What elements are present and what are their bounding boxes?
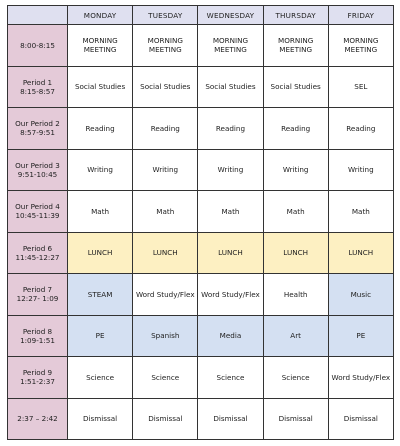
schedule-cell: Reading [328, 108, 393, 150]
schedule-cell: Social Studies [133, 66, 198, 108]
row-label: Our Period 4 10:45-11:39 [8, 191, 68, 233]
schedule-row-period-1 [8, 66, 394, 108]
schedule-cell: Dismissal [263, 398, 328, 440]
schedule-row-period-2 [8, 108, 394, 150]
specials-cell: Spanish [133, 315, 198, 357]
schedule-cell: MORNING MEETING [263, 25, 328, 67]
corner-cell [8, 6, 68, 25]
schedule-cell: Health [263, 274, 328, 316]
row-label: 2:37 – 2:42 [8, 398, 68, 440]
schedule-cell: MORNING MEETING [198, 25, 263, 67]
schedule-cell: Writing [198, 149, 263, 191]
schedule-cell: Math [68, 191, 133, 233]
schedule-cell: Social Studies [68, 66, 133, 108]
specials-cell: Media [198, 315, 263, 357]
schedule-cell: Dismissal [133, 398, 198, 440]
row-label: Our Period 2 8:57-9:51 [8, 108, 68, 150]
row-label: Period 8 1:09-1:51 [8, 315, 68, 357]
schedule-cell: Math [198, 191, 263, 233]
schedule-cell: SEL [328, 66, 393, 108]
schedule-cell: Dismissal [328, 398, 393, 440]
schedule-cell: Social Studies [263, 66, 328, 108]
day-header-thursday: THURSDAY [263, 6, 328, 25]
schedule-cell: Social Studies [198, 66, 263, 108]
schedule-cell: Word Study/Flex [198, 274, 263, 316]
specials-cell: Music [328, 274, 393, 316]
schedule-cell: MORNING MEETING [133, 25, 198, 67]
weekly-schedule-table [7, 5, 394, 440]
schedule-cell: Writing [263, 149, 328, 191]
row-label: Period 9 1:51-2:37 [8, 357, 68, 399]
schedule-cell: Science [198, 357, 263, 399]
specials-cell: STEAM [68, 274, 133, 316]
specials-cell: PE [328, 315, 393, 357]
row-label: 8:00-8:15 [8, 25, 68, 67]
schedule-cell: Science [68, 357, 133, 399]
row-label: Period 1 8:15-8:57 [8, 66, 68, 108]
schedule-cell: Word Study/Flex [328, 357, 393, 399]
day-header-wednesday: WEDNESDAY [198, 6, 263, 25]
lunch-cell: LUNCH [133, 232, 198, 274]
schedule-cell: Dismissal [198, 398, 263, 440]
schedule-cell: Reading [198, 108, 263, 150]
schedule-cell: Reading [263, 108, 328, 150]
schedule-row-period-7 [8, 274, 394, 316]
specials-cell: PE [68, 315, 133, 357]
lunch-cell: LUNCH [263, 232, 328, 274]
schedule-row-dismissal [8, 398, 394, 440]
schedule-cell: Science [263, 357, 328, 399]
schedule-row-period-8 [8, 315, 394, 357]
schedule-cell: Reading [68, 108, 133, 150]
schedule-cell: Math [133, 191, 198, 233]
schedule-row-morning-meeting [8, 25, 394, 67]
day-header-friday: FRIDAY [328, 6, 393, 25]
schedule-cell: Math [328, 191, 393, 233]
schedule-row-lunch [8, 232, 394, 274]
schedule-cell: Math [263, 191, 328, 233]
schedule-cell: Dismissal [68, 398, 133, 440]
row-label: Period 7 12:27- 1:09 [8, 274, 68, 316]
day-header-row [8, 6, 394, 25]
schedule-cell: Word Study/Flex [133, 274, 198, 316]
schedule-cell: MORNING MEETING [328, 25, 393, 67]
row-label: Our Period 3 9:51-10:45 [8, 149, 68, 191]
lunch-cell: LUNCH [68, 232, 133, 274]
lunch-cell: LUNCH [198, 232, 263, 274]
schedule-cell: Science [133, 357, 198, 399]
specials-cell: Art [263, 315, 328, 357]
schedule-row-period-9 [8, 357, 394, 399]
schedule-cell: Writing [68, 149, 133, 191]
schedule-row-period-3 [8, 149, 394, 191]
row-label: Period 6 11:45-12:27 [8, 232, 68, 274]
schedule-cell: Writing [328, 149, 393, 191]
schedule-cell: Writing [133, 149, 198, 191]
day-header-tuesday: TUESDAY [133, 6, 198, 25]
schedule-cell: Reading [133, 108, 198, 150]
schedule-row-period-4 [8, 191, 394, 233]
schedule-cell: MORNING MEETING [68, 25, 133, 67]
day-header-monday: MONDAY [68, 6, 133, 25]
lunch-cell: LUNCH [328, 232, 393, 274]
